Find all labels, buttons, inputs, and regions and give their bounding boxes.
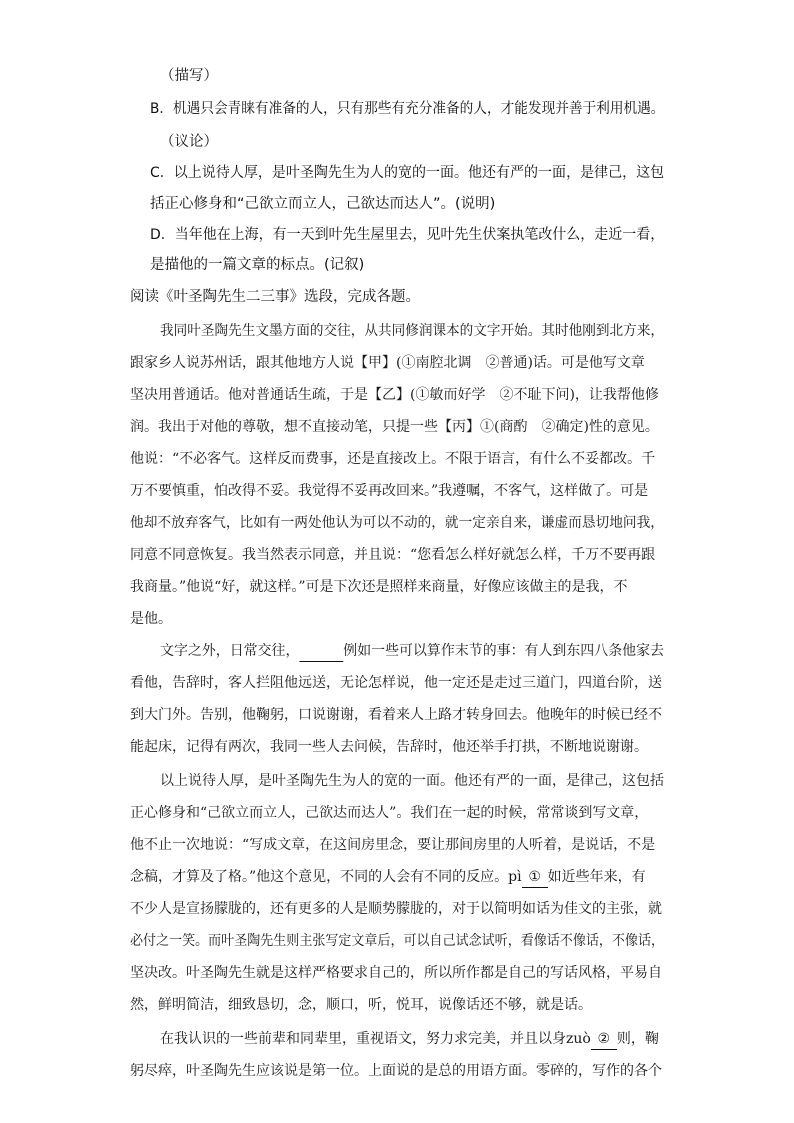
p1-line-8: 同意不同意恢复。我当然表示同意，并且说：“您看怎么样好就怎么样，千万不要再跟 xyxy=(130,547,656,563)
option-c-line1: C．以上说待人厚，是叶圣陶先生为人的宽的一面。他还有严的一面，是律己，这包 xyxy=(150,165,665,181)
p1-line-9: 我商量。”他说“好，就这样。”可是下次还是照样来商量，好像应该做主的是我，不 xyxy=(130,579,628,595)
p1-line-6: 万不要慎重，怕改得不妥。我觉得不妥再改回来。”我遵嘱，不客气，这样做了。可是 xyxy=(130,483,649,499)
p2-line-2: 看他，告辞时，客人拦阻他远送，无论怎样说，他一定还是走过三道门，四道台阶，送 xyxy=(130,675,662,691)
reading-instruction: 阅读《叶圣陶先生二三事》选段，完成各题。 xyxy=(130,289,420,305)
p1-line-5: 他说：“不必客气。这样反而费事，还是直接改上。不限于语言，有什么不妥都改。千 xyxy=(130,451,656,467)
p1-line-2: 跟家乡人说苏州话，跟其他地方人说【甲】(①南腔北调 ②普通)话。可是他写文章 xyxy=(130,355,645,371)
pinyin-hint-1: pì xyxy=(508,869,522,885)
p3-line-4 xyxy=(130,867,646,888)
p4-text-after-blank: 则，鞠 xyxy=(616,1031,659,1047)
p2-line-1 xyxy=(160,641,664,662)
p2-text-after-blank: 例如一些可以算作末节的事：有人到东四八条他家去 xyxy=(343,643,664,659)
p3-line-1: 以上说待人厚，是叶圣陶先生为人的宽的一面。他还有严的一面，是律己，这包括 xyxy=(160,773,664,789)
p1-line-3: 坚决用普通话。他对普通话生疏，于是【乙】(①敏而好学 ②不耻下问)，让我帮他修 xyxy=(130,387,659,403)
option-c-line2: 括正心修身和“己欲立而立人，己欲达而达人”。(说明) xyxy=(150,196,496,212)
option-a-tag: （描写） xyxy=(160,68,218,84)
p1-line-4: 润。我出于对他的尊敬，想不直接动笔，只提一些【丙】①(商酌 ②确定)性的意见。 xyxy=(130,419,659,435)
p4-text-before-blank: 在我认识的一些前辈和同辈里，重视语文，努力求完美，并且以身 xyxy=(160,1031,566,1047)
answer-blank[interactable] xyxy=(299,641,343,662)
p4-line-2: 躬尽瘁，叶圣陶先生应该说是第一位。上面说的是总的用语方面。零碎的，写作的各个 xyxy=(130,1063,662,1079)
option-b-tag: （议论） xyxy=(160,134,218,150)
p2-line-3: 到大门外。告别，他鞠躬，口说谢谢，看着来人上路才转身回去。他晚年的时候已经不 xyxy=(130,707,662,723)
p1-line-7: 他却不放弃客气，比如有一两处他认为可以不动的，就一定亲自来，谦虚而恳切地问我， xyxy=(130,515,664,531)
answer-blank-2[interactable]: ② xyxy=(591,1029,617,1050)
p4-line-1 xyxy=(160,1029,659,1050)
p3-line-2: 正心修身和“己欲立而立人，己欲达而达人”。我们在一起的时候，常常谈到写文章， xyxy=(130,805,649,821)
option-d-line1: D．当年他在上海，有一天到叶先生屋里去，见叶先生伏案执笔改什么，走近一看， xyxy=(150,227,665,243)
p3-line-3: 他不止一次地说：“写成文章，在这间房里念，要让那间房里的人听着，是说话，不是 xyxy=(130,837,656,853)
p3-line-6: 必付之一笑。而叶圣陶先生则主张写定文章后，可以自己试念试听，看像话不像话，不像话， xyxy=(130,933,664,949)
p2-line-4: 能起床，记得有两次，我同一些人去问候，告辞时，他还举手打拱，不断地说谢谢。 xyxy=(130,739,648,755)
p3-line-8: 然，鲜明简洁，细致恳切，念，顺口，听，悦耳，说像话还不够，就是话。 xyxy=(130,997,592,1013)
option-d-line2: 是描他的一篇文章的标点。(记叙) xyxy=(150,257,365,273)
p3-text-after-blank: 如近些年来，有 xyxy=(547,869,646,885)
p1-line-1: 我同叶圣陶先生文墨方面的交往，从共同修润课本的文字开始。其时他刚到北方来， xyxy=(160,323,665,339)
pinyin-hint-2: zuò xyxy=(566,1031,591,1047)
p1-line-10: 是他。 xyxy=(130,611,172,627)
p3-line-7: 坚决改。叶圣陶先生就是这样严格要求自己的，所以所作都是自己的写话风格，平易自 xyxy=(130,965,662,981)
p3-text-before-blank: 念稿，才算及了格。”他这个意见，不同的人会有不同的反应。 xyxy=(130,869,509,885)
p3-line-5: 不少人是宣扬朦胧的，还有更多的人是顺势朦胧的，对于以简明如话为佳文的主张，就 xyxy=(130,901,662,917)
answer-blank-1[interactable]: ① xyxy=(522,867,548,888)
option-b: B．机遇只会青睐有准备的人，只有那些有充分准备的人，才能发现并善于利用机遇。 xyxy=(150,101,665,117)
p2-text-before-blank: 文字之外，日常交往， xyxy=(160,643,300,659)
